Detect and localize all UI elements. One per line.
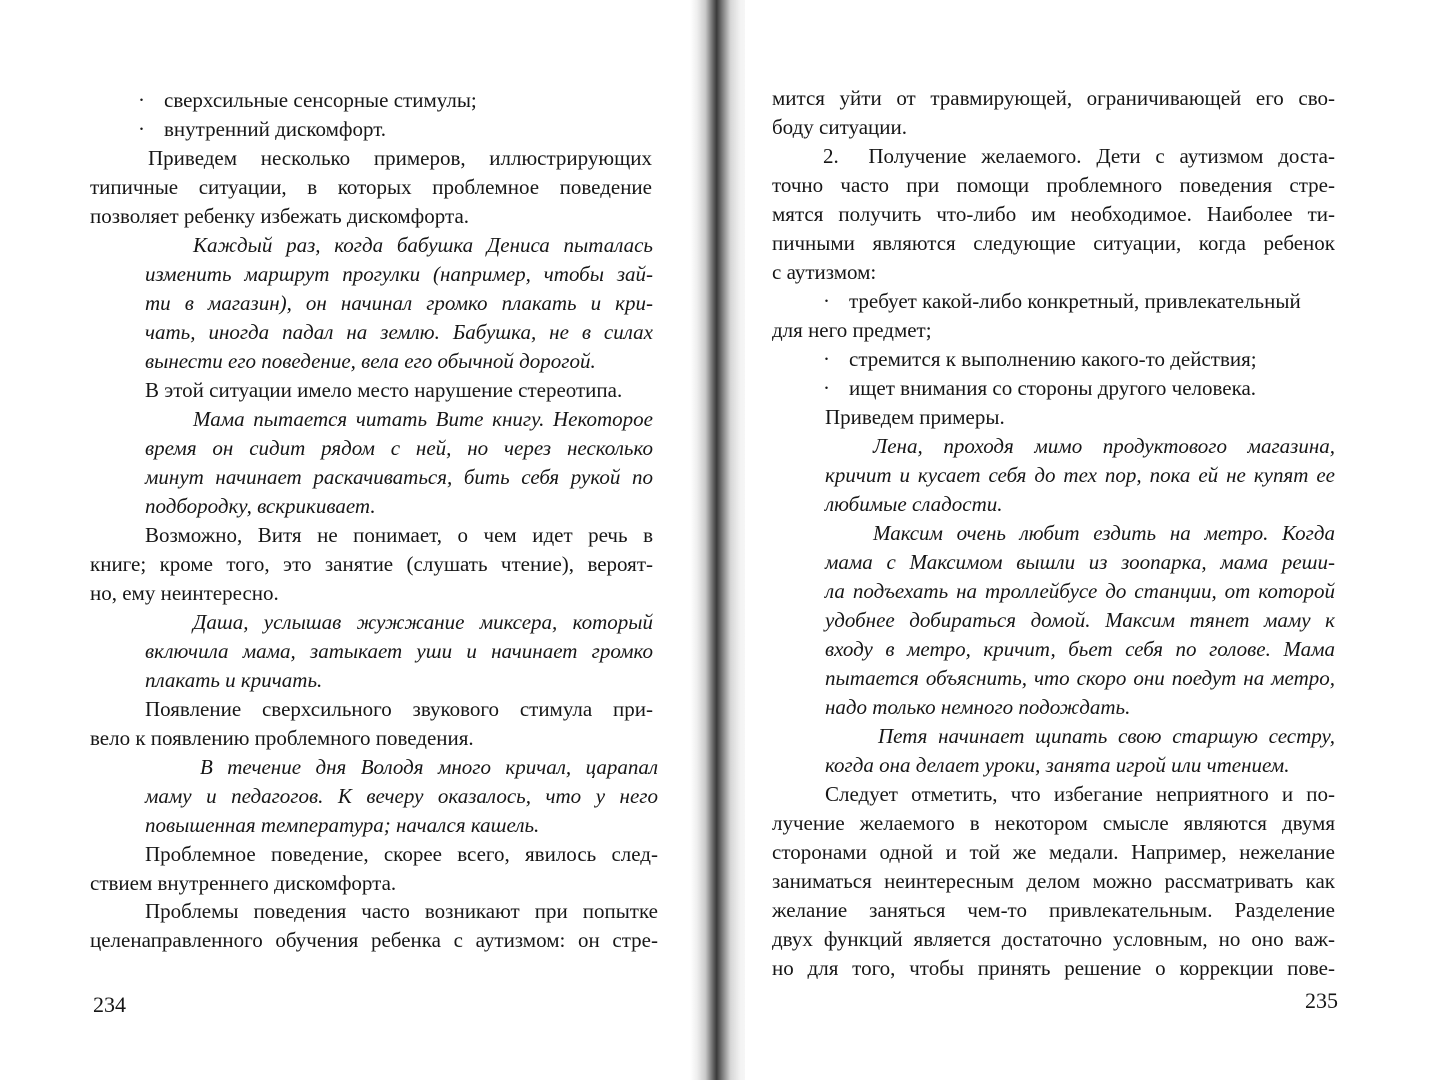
example-line: мама с Максимом вышли из зоопарка, мама реши- [825,550,1335,574]
text-line: ствием внутреннего дискомфорта. [90,871,397,895]
bullet-icon: · [138,88,145,112]
example-line: время он сидит рядом с ней, но через несколько [145,436,653,460]
bullet-icon: · [823,347,830,371]
bullet-icon: · [138,117,145,141]
bullet-item: · стремится к выполнению какого-то действия; [823,345,1257,374]
bullet-item: · требует какой-либо конкретный, привлекательный [823,287,1301,316]
example-line: изменить маршрут прогулки (например, чтобы зай- [145,262,653,286]
left-page [0,0,700,1080]
example-line: когда она делает уроки, занята игрой или чтением. [825,753,1290,777]
example-line: плакать и кричать. [145,668,323,692]
text-line: но, ему неинтересно. [90,581,279,605]
example-line: надо только немного подождать. [825,695,1131,719]
text-line: мится уйти от травмирующей, ограничивающей его сво- [772,86,1335,110]
text-line: вело к появлению проблемного поведения. [90,726,474,750]
text-line: Проблемное поведение, скорее всего, явилось след- [145,842,658,866]
text-line: сторонами одной и той же медали. Например, нежелание [772,840,1335,864]
text-line: с аутизмом: [772,260,877,284]
text-line: для него предмет; [772,318,932,342]
text-line: книге; кроме того, это занятие (слушать чтение), вероят- [90,552,653,576]
text-line: Проблемы поведения часто возникают при попытке [145,899,658,923]
text-line: двух функций является достаточно условным, но оно важ- [772,927,1335,951]
text-line: Приведем несколько примеров, иллюстрирующих [148,146,652,170]
example-line: маму и педагогов. К вечеру оказалось, что у него [145,784,658,808]
example-line: Петя начинает щипать свою старшую сестру, [878,724,1335,748]
example-line: любимые сладости. [825,492,1003,516]
example-line: входу в метро, кричит, бьет себя по голове. Мама [825,637,1335,661]
page-number: 235 [1305,988,1338,1013]
example-line: ти в магазин), он начинал громко плакать и кри- [145,291,653,315]
bullet-item: · сверхсильные сенсорные стимулы; [138,86,477,115]
example-line: ла подъехать на троллейбусе до станции, от которой [825,579,1335,603]
bullet-item: · внутренний дискомфорт. [138,115,386,144]
text-line: Приведем примеры. [825,405,1005,429]
example-line: вынести его поведение, вела его обычной дорогой. [145,349,596,373]
example-line: Каждый раз, когда бабушка Дениса пыталась [193,233,653,257]
text-line: лучение желаемого в некотором смысле являются двумя [772,811,1335,835]
example-line: повышенная температура; начался кашель. [145,813,540,837]
bullet-item: · ищет внимания со стороны другого человека. [823,374,1256,403]
bullet-icon: · [823,289,830,313]
text-line: мятся получить что-либо им необходимое. Наиболее ти- [772,202,1335,226]
example-line: минут начинает раскачиваться, бить себя рукой по [145,465,653,489]
text-line: заниматься неинтересным делом можно рассматривать как [772,869,1335,893]
text-line: боду ситуации. [772,115,907,139]
text-line: 2. Получение желаемого. Дети с аутизмом доста- [823,144,1335,168]
example-line: Максим очень любит ездить на метро. Когда [873,521,1335,545]
example-line: Мама пытается читать Вите книгу. Некоторое [193,407,653,431]
text-line: Возможно, Витя не понимает, о чем идет речь в [145,523,653,547]
example-line: включила мама, затыкает уши и начинает громко [145,639,653,663]
text-line: целенаправленного обучения ребенка с аутизмом: он стре- [90,928,658,952]
bullet-icon: · [823,376,830,400]
example-line: В течение дня Володя много кричал, царапал [200,755,658,779]
example-line: подбородку, вскрикивает. [145,494,376,518]
text-line: Следует отметить, что избегание неприятного и по- [825,782,1335,806]
example-line: чать, иногда падал на землю. Бабушка, не в силах [145,320,653,344]
example-line: удобнее добираться домой. Максим тянет маму к [825,608,1335,632]
example-line: кричит и кусает себя до тех пор, пока ей не купят ее [825,463,1335,487]
text-line: Появление сверхсильного звукового стимула при- [145,697,653,721]
text-line: желание заняться чем-то привлекательным. Разделение [772,898,1335,922]
text-line: пичными являются следующие ситуации, когда ребенок [772,231,1335,255]
text-line: типичные ситуации, в которых проблемное поведение [90,175,652,199]
text-line: но для того, чтобы принять решение о коррекции пове- [772,956,1335,980]
example-line: Лена, проходя мимо продуктового магазина, [873,434,1335,458]
right-page [745,0,1435,1080]
text-line: позволяет ребенку избежать дискомфорта. [90,204,470,228]
text-line: В этой ситуации имело место нарушение стереотипа. [145,378,623,402]
page-number: 234 [93,992,126,1017]
example-line: пытается объяснить, что скоро они поедут на метро, [825,666,1335,690]
text-line: точно часто при помощи проблемного поведения стре- [772,173,1335,197]
example-line: Даша, услышав жужжание миксера, который [193,610,653,634]
